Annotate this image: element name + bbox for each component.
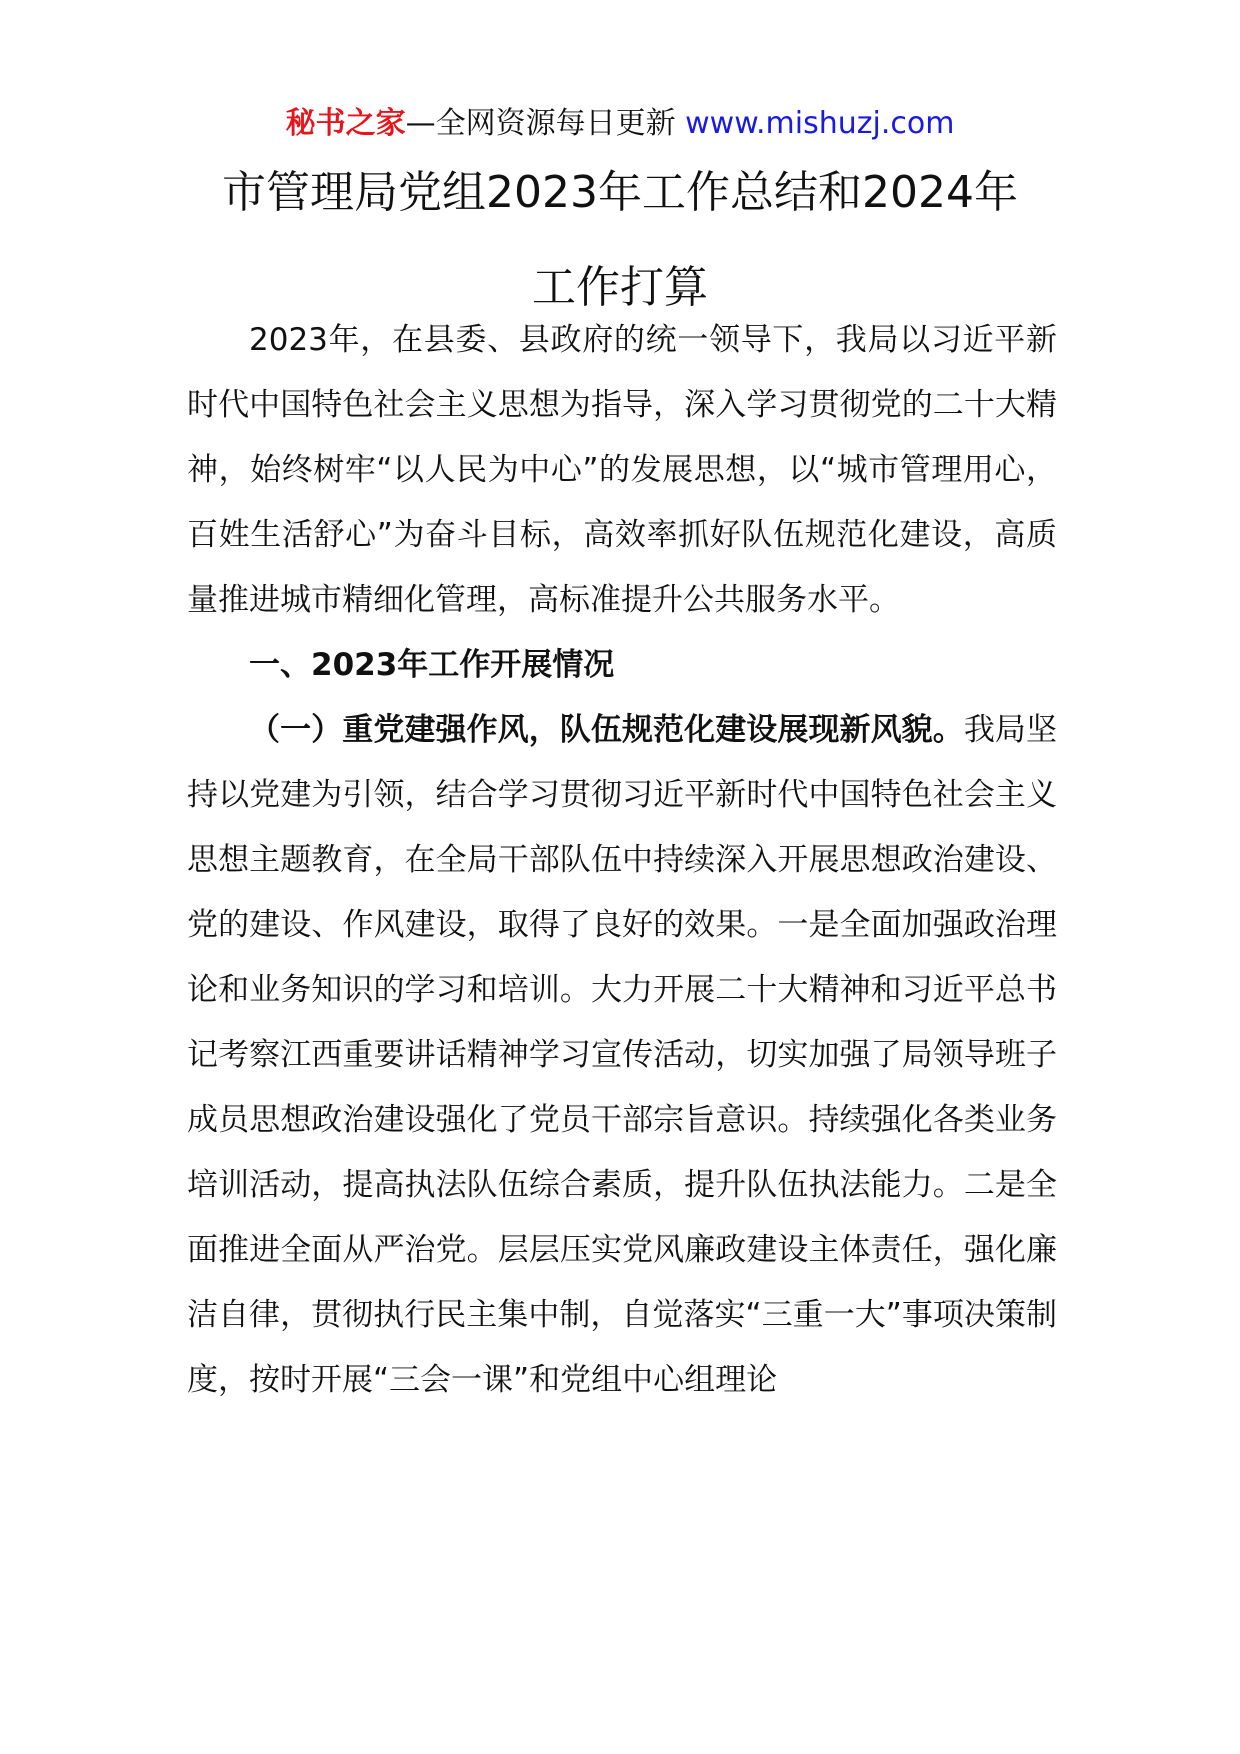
site-header bbox=[0, 100, 1240, 148]
document-body bbox=[187, 308, 1057, 1413]
header-tagline: —全网资源每日更新 bbox=[405, 106, 686, 141]
document-title-line-1: 市管理局党组2023年工作总结和2024年 bbox=[222, 167, 1018, 218]
document-title-line-2: 工作打算 bbox=[532, 262, 708, 313]
intro-paragraph: 2023年，在县委、县政府的统一领导下，我局以习近平新时代中国特色社会主义思想为指导，深入学习贯彻党的二十大精神，始终树牢“以人民为中心”的发展思想，以“城市管理用心，百姓生活舒心”为奋斗目标，高效率抓好队伍规范化建设，高质量推进城市精细化管理，高标准提升公共服务水平。 bbox=[187, 322, 1057, 618]
site-url-link[interactable]: www.mishuzj.com bbox=[685, 106, 955, 141]
brand-name: 秘书之家 bbox=[285, 106, 406, 141]
section-heading-1: 一、2023年工作开展情况 bbox=[249, 647, 615, 683]
subsection-1-1-text: 我局坚持以党建为引领，结合学习贯彻习近平新时代中国特色社会主义思想主题教育，在全局干部队伍中持续深入开展思想政治建设、党的建设、作风建设，取得了良好的效果。一是全面加强政治理论和业务知识的学习和培训。大力开展二十大精神和习近平总书记考察江西重要讲话精神学习宣传活动，切实加强了局领导班子成员思想政治建设强化了党员干部宗旨意识。持续强化各类业务培训活动，提高执法队伍综合素质，提升队伍执法能力。二是全面推进全面从严治党。层层压实党风廉政建设主体责任，强化廉洁自律，贯彻执行民主集中制，自觉落实“三重一大”事项决策制度，按时开展“三会一课”和党组中心组理论 bbox=[187, 712, 1058, 1398]
subsection-heading-1-1: （一）重党建强作风，队伍规范化建设展现新风貌。 bbox=[249, 712, 964, 748]
section-1-1-paragraph bbox=[187, 698, 1057, 1413]
